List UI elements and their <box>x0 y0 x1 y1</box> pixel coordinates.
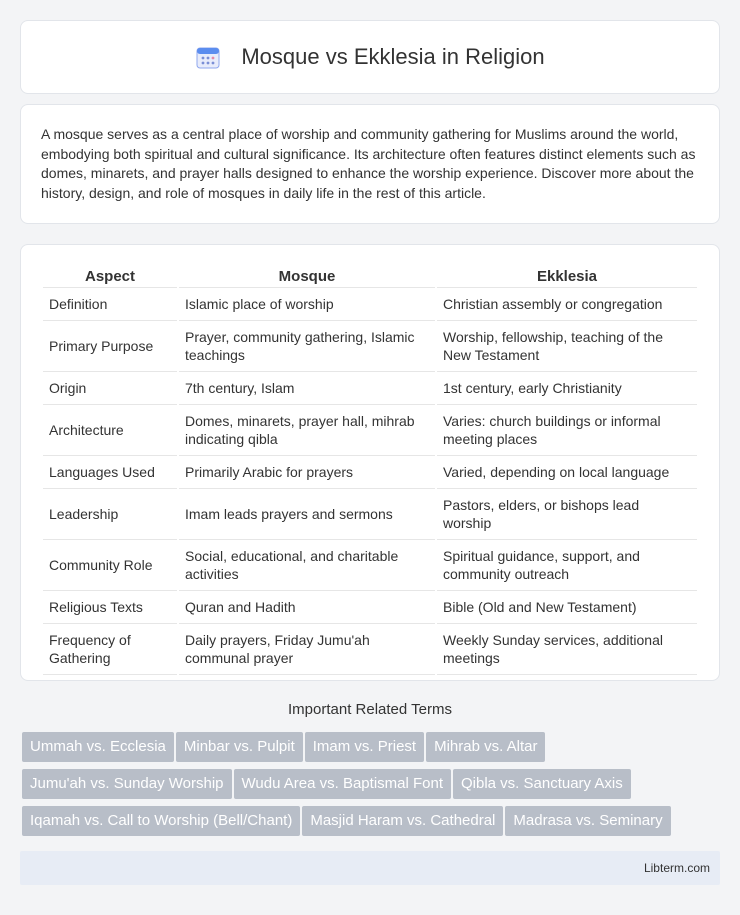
table-cell: Architecture <box>43 405 177 456</box>
table-cell: Islamic place of worship <box>179 288 435 321</box>
comparison-table <box>41 265 699 675</box>
intro-text: A mosque serves as a central place of worship and community gathering for Muslims around the world, embodying both spiritual and cultural significance. Its architecture often features distinct elements such as domes, minarets, and prayer halls designed to enhance the worship experience. Discover more about the history, design, and role of mosques in daily life in the rest of this article. <box>41 126 696 201</box>
table-cell: Pastors, elders, or bishops lead worship <box>437 489 697 540</box>
table-cell: Weekly Sunday services, additional meetings <box>437 624 697 675</box>
footer <box>20 851 720 885</box>
intro-card <box>20 104 720 224</box>
related-term-tag[interactable]: Ummah vs. Ecclesia <box>22 732 174 762</box>
related-terms-title: Important Related Terms <box>288 701 452 718</box>
table-row <box>43 591 697 624</box>
table-cell: Varies: church buildings or informal meeting places <box>437 405 697 456</box>
table-cell: Bible (Old and New Testament) <box>437 591 697 624</box>
table-row <box>43 321 697 372</box>
related-term-tag[interactable]: Wudu Area vs. Baptismal Font <box>234 769 451 799</box>
table-row <box>43 405 697 456</box>
related-term-tag[interactable]: Imam vs. Priest <box>305 732 424 762</box>
table-row <box>43 624 697 675</box>
table-cell: Primarily Arabic for prayers <box>179 456 435 489</box>
table-cell: 7th century, Islam <box>179 372 435 405</box>
comparison-table-card <box>20 244 720 681</box>
table-cell: Christian assembly or congregation <box>437 288 697 321</box>
table-header-row <box>43 265 697 288</box>
header-card <box>20 20 720 94</box>
table-cell: Social, educational, and charitable activities <box>179 540 435 591</box>
calendar-icon <box>195 44 221 70</box>
table-cell: Origin <box>43 372 177 405</box>
table-cell: Quran and Hadith <box>179 591 435 624</box>
table-cell: Religious Texts <box>43 591 177 624</box>
table-cell: Spiritual guidance, support, and community outreach <box>437 540 697 591</box>
table-row <box>43 372 697 405</box>
table-row <box>43 489 697 540</box>
table-cell: Frequency of Gathering <box>43 624 177 675</box>
table-cell: Community Role <box>43 540 177 591</box>
column-header: Mosque <box>179 265 435 288</box>
related-term-tag[interactable]: Iqamah vs. Call to Worship (Bell/Chant) <box>22 806 300 836</box>
related-terms-list <box>22 732 722 843</box>
related-term-tag[interactable]: Qibla vs. Sanctuary Axis <box>453 769 631 799</box>
table-cell: Prayer, community gathering, Islamic teachings <box>179 321 435 372</box>
column-header: Ekklesia <box>437 265 697 288</box>
table-cell: Worship, fellowship, teaching of the New Testament <box>437 321 697 372</box>
table-cell: Leadership <box>43 489 177 540</box>
table-row <box>43 288 697 321</box>
table-cell: Varied, depending on local language <box>437 456 697 489</box>
table-cell: Domes, minarets, prayer hall, mihrab indicating qibla <box>179 405 435 456</box>
related-term-tag[interactable]: Madrasa vs. Seminary <box>505 806 670 836</box>
table-cell: 1st century, early Christianity <box>437 372 697 405</box>
related-term-tag[interactable]: Minbar vs. Pulpit <box>176 732 303 762</box>
table-cell: Languages Used <box>43 456 177 489</box>
page-title: Mosque vs Ekklesia in Religion <box>241 44 545 69</box>
table-cell: Primary Purpose <box>43 321 177 372</box>
related-term-tag[interactable]: Jumu'ah vs. Sunday Worship <box>22 769 232 799</box>
table-row <box>43 540 697 591</box>
table-cell: Definition <box>43 288 177 321</box>
related-term-tag[interactable]: Mihrab vs. Altar <box>426 732 545 762</box>
footer-brand[interactable]: Libterm.com <box>643 861 710 875</box>
table-cell: Daily prayers, Friday Jumu'ah communal prayer <box>179 624 435 675</box>
table-row <box>43 456 697 489</box>
table-cell: Imam leads prayers and sermons <box>179 489 435 540</box>
column-header: Aspect <box>43 265 177 288</box>
related-term-tag[interactable]: Masjid Haram vs. Cathedral <box>302 806 503 836</box>
